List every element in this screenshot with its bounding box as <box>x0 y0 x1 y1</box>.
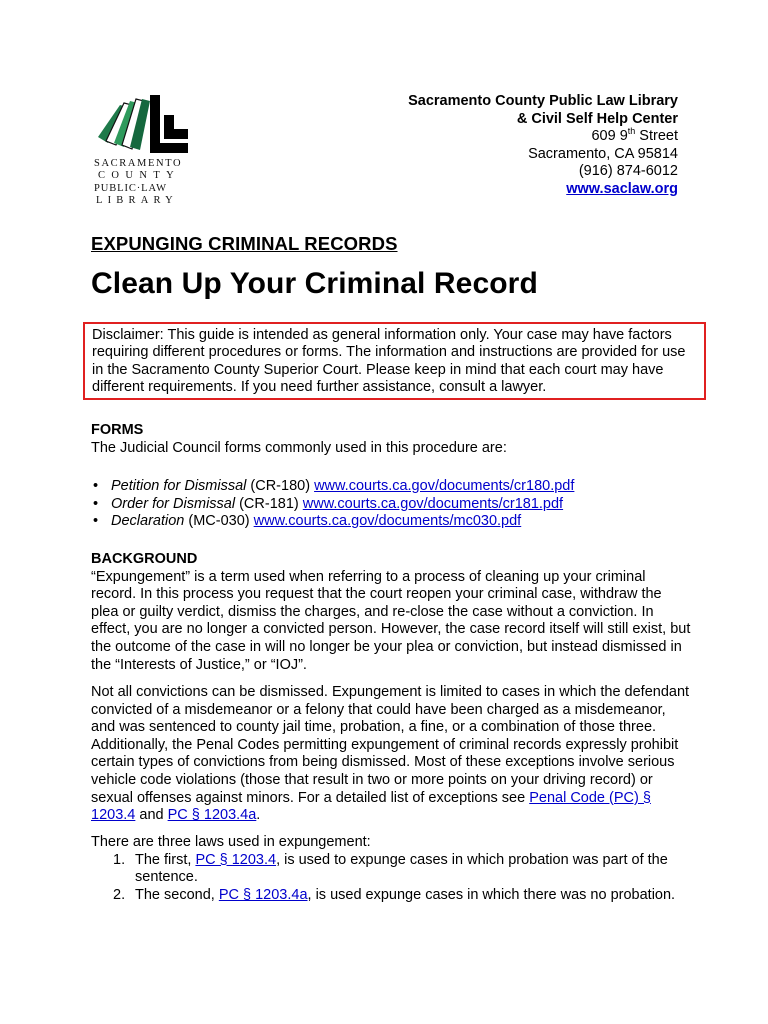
list-number: 1. <box>113 851 126 868</box>
penal-code-link[interactable]: Penal Code (PC) § 1203.4 <box>91 789 651 824</box>
library-logo <box>94 93 190 218</box>
list-item <box>91 852 691 887</box>
forms-section <box>91 422 691 457</box>
logo-text-line: SACRAMENTO <box>94 158 183 169</box>
laws-list <box>91 852 691 905</box>
logo-text-line: COUNTY <box>98 170 181 182</box>
page-title: Clean Up Your Criminal Record <box>91 267 538 300</box>
street-number: 609 9 <box>591 128 628 145</box>
laws-section <box>91 834 691 904</box>
law-text: , is used expunge cases in which there was no probation. <box>307 886 676 903</box>
background-section-2 <box>91 684 691 825</box>
paragraph-text: and <box>135 807 168 824</box>
law-text: The first, <box>135 851 196 868</box>
law-link[interactable]: PC § 1203.4 <box>195 851 277 868</box>
form-name: Order for Dismissal <box>111 495 236 512</box>
law-text: , is used to expunge cases in which probation was part of the sentence. <box>135 851 668 886</box>
street-name: Street <box>635 128 678 145</box>
form-code: (CR-181) <box>235 495 303 512</box>
org-subname: & Civil Self Help Center <box>516 110 678 127</box>
paragraph-text: . <box>256 807 261 824</box>
background-section <box>91 551 691 674</box>
logo-text-line: LIBRARY <box>96 194 178 206</box>
background-paragraph <box>91 684 691 825</box>
law-link[interactable]: PC § 1203.4a <box>218 886 308 903</box>
header-address <box>408 93 678 199</box>
section-heading: EXPUNGING CRIMINAL RECORDS <box>91 233 398 254</box>
forms-list-wrap <box>91 478 691 531</box>
form-code: (CR-180) <box>246 478 315 494</box>
list-item <box>91 887 691 905</box>
org-name: Sacramento County Public Law Library <box>408 93 678 109</box>
city-line: Sacramento, CA 95814 <box>528 145 678 162</box>
forms-heading: FORMS <box>91 422 144 438</box>
book-pages-icon <box>94 93 190 157</box>
form-code: (MC-030) <box>184 513 254 530</box>
street-address <box>408 128 678 146</box>
form-name: Declaration <box>111 513 185 530</box>
form-name: Petition for Dismissal <box>111 478 247 494</box>
list-item <box>91 478 691 496</box>
penal-code-a-link[interactable]: PC § 1203.4a <box>167 807 257 824</box>
background-paragraph: “Expungement” is a term used when referring to a process of cleaning up your criminal record. In this process you request that the court reopen your criminal case, withdraw the plea or guilty verdict, dismiss the charges, and re-close the case without a conviction. In effect, you are no longer a convicted person. However, the case record itself will still exist, but the outcome of the case in will no longer be your plea or conviction, but instead dismissed in the “Interests of Justice,” or “IOJ”. <box>91 568 691 673</box>
form-link[interactable]: www.courts.ca.gov/documents/cr180.pdf <box>314 478 575 494</box>
website-link[interactable]: www.saclaw.org <box>566 180 678 197</box>
list-item <box>91 513 691 531</box>
list-item <box>91 496 691 514</box>
form-link[interactable]: www.courts.ca.gov/documents/mc030.pdf <box>253 513 522 530</box>
phone-number: (916) 874-6012 <box>578 163 678 180</box>
disclaimer-box: Disclaimer: This guide is intended as general information only. Your case may have factors requiring different procedures or forms. The information and instructions are provided for use in the Sacramento County Superior Court. Please keep in mind that each court may have different requirements. If you need further assistance, consult a lawyer. <box>83 322 706 400</box>
logo-text-line: PUBLIC·LAW <box>94 182 167 194</box>
background-heading: BACKGROUND <box>91 551 198 567</box>
list-number: 2. <box>113 886 126 903</box>
paragraph-text: Not all convictions can be dismissed. Expungement is limited to cases in which the defendant convicted of a misdemeanor or a felony that could have been charged as a misdemeanor, and was sentenced to county jail time, probation, a fine, or a combination of those three. Additionally, the Penal Codes permitting expungement of criminal records expressly prohibit certain types of convictions from being dismissed. Most of these exceptions involve serious vehicle code violations (those that result in two or more points on your driving record) or sexual offenses against minors. For a detailed list of exceptions see <box>91 684 690 806</box>
forms-list <box>91 478 691 531</box>
laws-intro: There are three laws used in expungement: <box>91 834 371 850</box>
form-link[interactable]: www.courts.ca.gov/documents/cr181.pdf <box>302 495 564 512</box>
forms-intro: The Judicial Council forms commonly used in this procedure are: <box>91 439 507 456</box>
street-suffix: th <box>627 126 636 137</box>
law-text: The second, <box>135 886 219 903</box>
